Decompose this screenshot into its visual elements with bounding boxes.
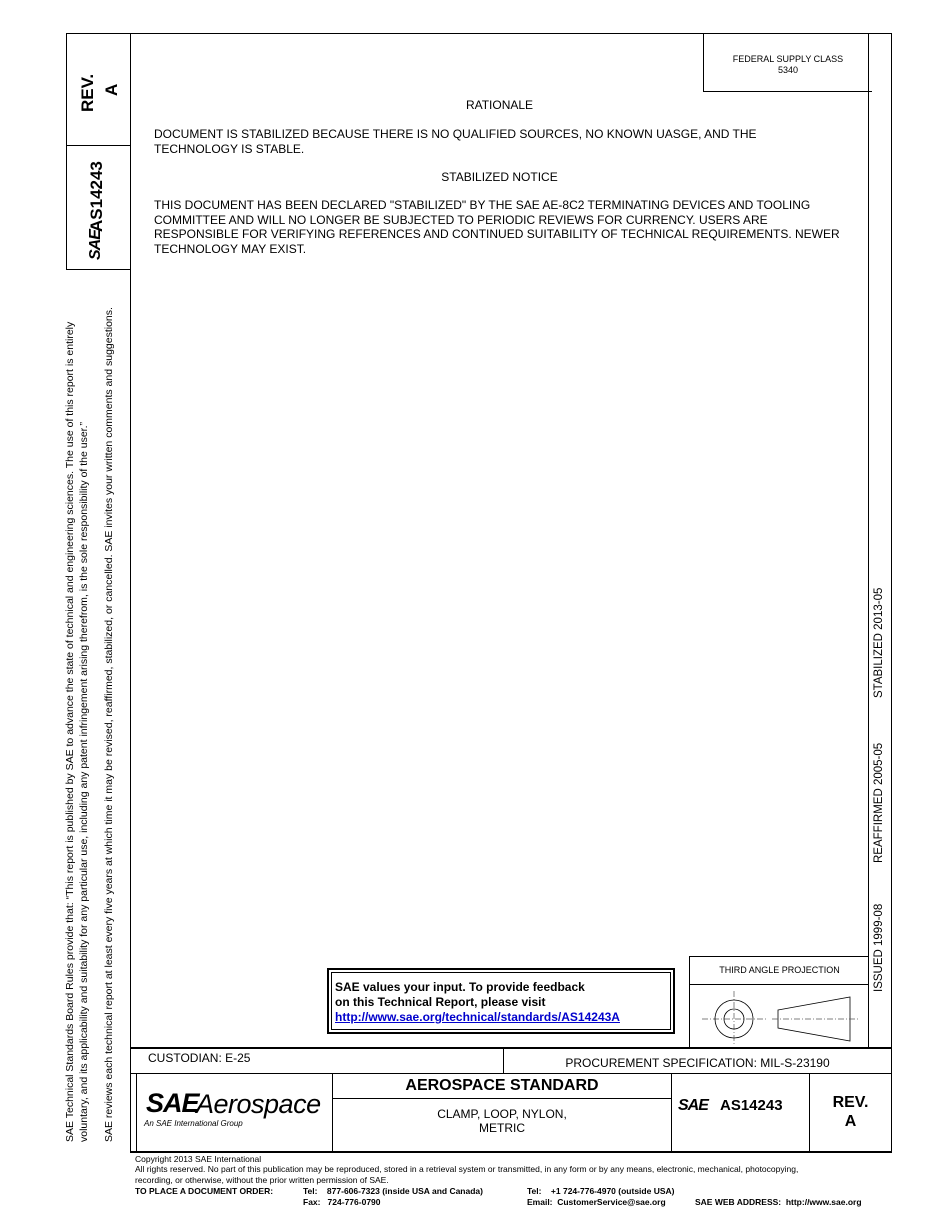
- titleblock-mid: [130, 1073, 892, 1074]
- title-line-1: CLAMP, LOOP, NYLON,: [437, 1107, 567, 1121]
- notice-text: THIS DOCUMENT HAS BEEN DECLARED "STABILIZED" BY THE SAE AE-8C2 TERMINATING DEVICES AND TOOLING COMMITTEE AND WILL NO LONGER BE SUBJECTED TO PERIODIC REVIEWS FOR CURRENCY. USERS ARE RESPONSIBLE FOR VERIFYING REFERENCES AND CONTINUED SUITABILITY OF TECHNICAL REQUIREMENTS. NEWER TECHNOLOGY MAY EXIST.: [154, 198, 840, 256]
- sae-aerospace-logo-sae: SAE: [146, 1088, 199, 1118]
- frame-right-outer: [891, 33, 892, 1153]
- third-angle-projection-icon: [690, 985, 868, 1049]
- rationale-heading: RATIONALE: [465, 98, 534, 112]
- feedback-box: [327, 968, 675, 1034]
- title-line-2: METRIC: [479, 1121, 525, 1135]
- stabilized-date: STABILIZED 2013-05: [873, 587, 885, 698]
- feedback-line-2: on this Technical Report, please visit: [335, 995, 546, 1009]
- rights-line-1: All rights reserved. No part of this publication may be reproduced, stored in a retrieval system or transmitted, in any form or by any means, electronic, mechanical, photocopying,: [135, 1164, 799, 1174]
- copyright: Copyright 2013 SAE International: [135, 1154, 262, 1164]
- titleblock-doc-number: AS14243: [720, 1097, 783, 1114]
- tel-usa: Tel: 877-606-7323 (inside USA and Canada): [303, 1186, 483, 1196]
- titleblock-bottom: [130, 1151, 892, 1153]
- projection-box: [689, 956, 869, 1049]
- frame-left: [66, 33, 67, 270]
- issued-date: ISSUED 1999-08: [873, 903, 885, 992]
- left-rev-value: A: [102, 83, 121, 96]
- left-rev-label: REV.: [78, 73, 97, 112]
- rights-line-2: recording, or otherwise, without the prior written permission of SAE.: [135, 1175, 389, 1185]
- procurement-spec: PROCUREMENT SPECIFICATION: MIL-S-23190: [565, 1056, 830, 1070]
- titleblock-top: [130, 1047, 892, 1049]
- fsc-value: 5340: [777, 65, 799, 75]
- rev-box-bottom: [66, 145, 131, 146]
- projection-label: THIRD ANGLE PROJECTION: [719, 965, 840, 975]
- sae-aerospace-logo-sub: An SAE International Group: [144, 1119, 243, 1128]
- fsc-box: [703, 33, 872, 92]
- tel-outside: Tel: +1 724-776-4970 (outside USA): [527, 1186, 675, 1196]
- docnum-box-bottom: [66, 269, 131, 270]
- titleblock-rev-value: A: [844, 1113, 857, 1130]
- title-divider: [671, 1073, 672, 1152]
- doc-type: AEROSPACE STANDARD: [405, 1077, 599, 1094]
- sae-aerospace-logo-word: Aerospace: [196, 1089, 321, 1119]
- left-sae-logo: SAE: [87, 230, 104, 260]
- custodian: CUSTODIAN: E-25: [148, 1051, 251, 1065]
- disclaimer-line-3: SAE reviews each technical report at least every five years at which time it may be revised, reaffirmed, stabilized, or cancelled. SAE invites your written comments and suggestions.: [103, 307, 115, 1142]
- logo-box-left: [136, 1073, 137, 1152]
- rationale-text: DOCUMENT IS STABILIZED BECAUSE THERE IS NO QUALIFIED SOURCES, NO KNOWN UASGE, AND THE TECHNOLOGY IS STABLE.: [154, 127, 757, 156]
- frame-right-inner: [868, 33, 869, 1048]
- fax: Fax: 724-776-0790: [303, 1197, 381, 1207]
- small-sae-logo: SAE: [678, 1097, 708, 1114]
- reaffirmed-date: REAFFIRMED 2005-05: [873, 742, 885, 863]
- notice-heading: STABILIZED NOTICE: [441, 170, 558, 184]
- doctype-underline: [332, 1098, 672, 1099]
- frame-strip-divider: [130, 33, 131, 1153]
- web-address: SAE WEB ADDRESS: http://www.sae.org: [695, 1197, 862, 1207]
- feedback-line-1: SAE values your input. To provide feedback: [335, 980, 585, 994]
- email: Email: CustomerService@sae.org: [527, 1197, 666, 1207]
- disclaimer-line-2: voluntary, and its applicability and suitability for any particular use, including any patent infringement arising therefrom, is the sole responsibility of the user.”: [78, 421, 90, 1142]
- left-doc-number: AS14243: [87, 161, 106, 232]
- titleblock-rev-label: REV.: [832, 1094, 869, 1111]
- fsc-label: FEDERAL SUPPLY CLASS: [732, 54, 844, 64]
- order-label: TO PLACE A DOCUMENT ORDER:: [135, 1186, 274, 1196]
- feedback-link[interactable]: http://www.sae.org/technical/standards/AS14243A: [335, 1010, 620, 1024]
- disclaimer-line-1: SAE Technical Standards Board Rules provide that: “This report is published by SAE to advance the state of technical and engineering sciences. The use of this report is entirely: [64, 321, 76, 1142]
